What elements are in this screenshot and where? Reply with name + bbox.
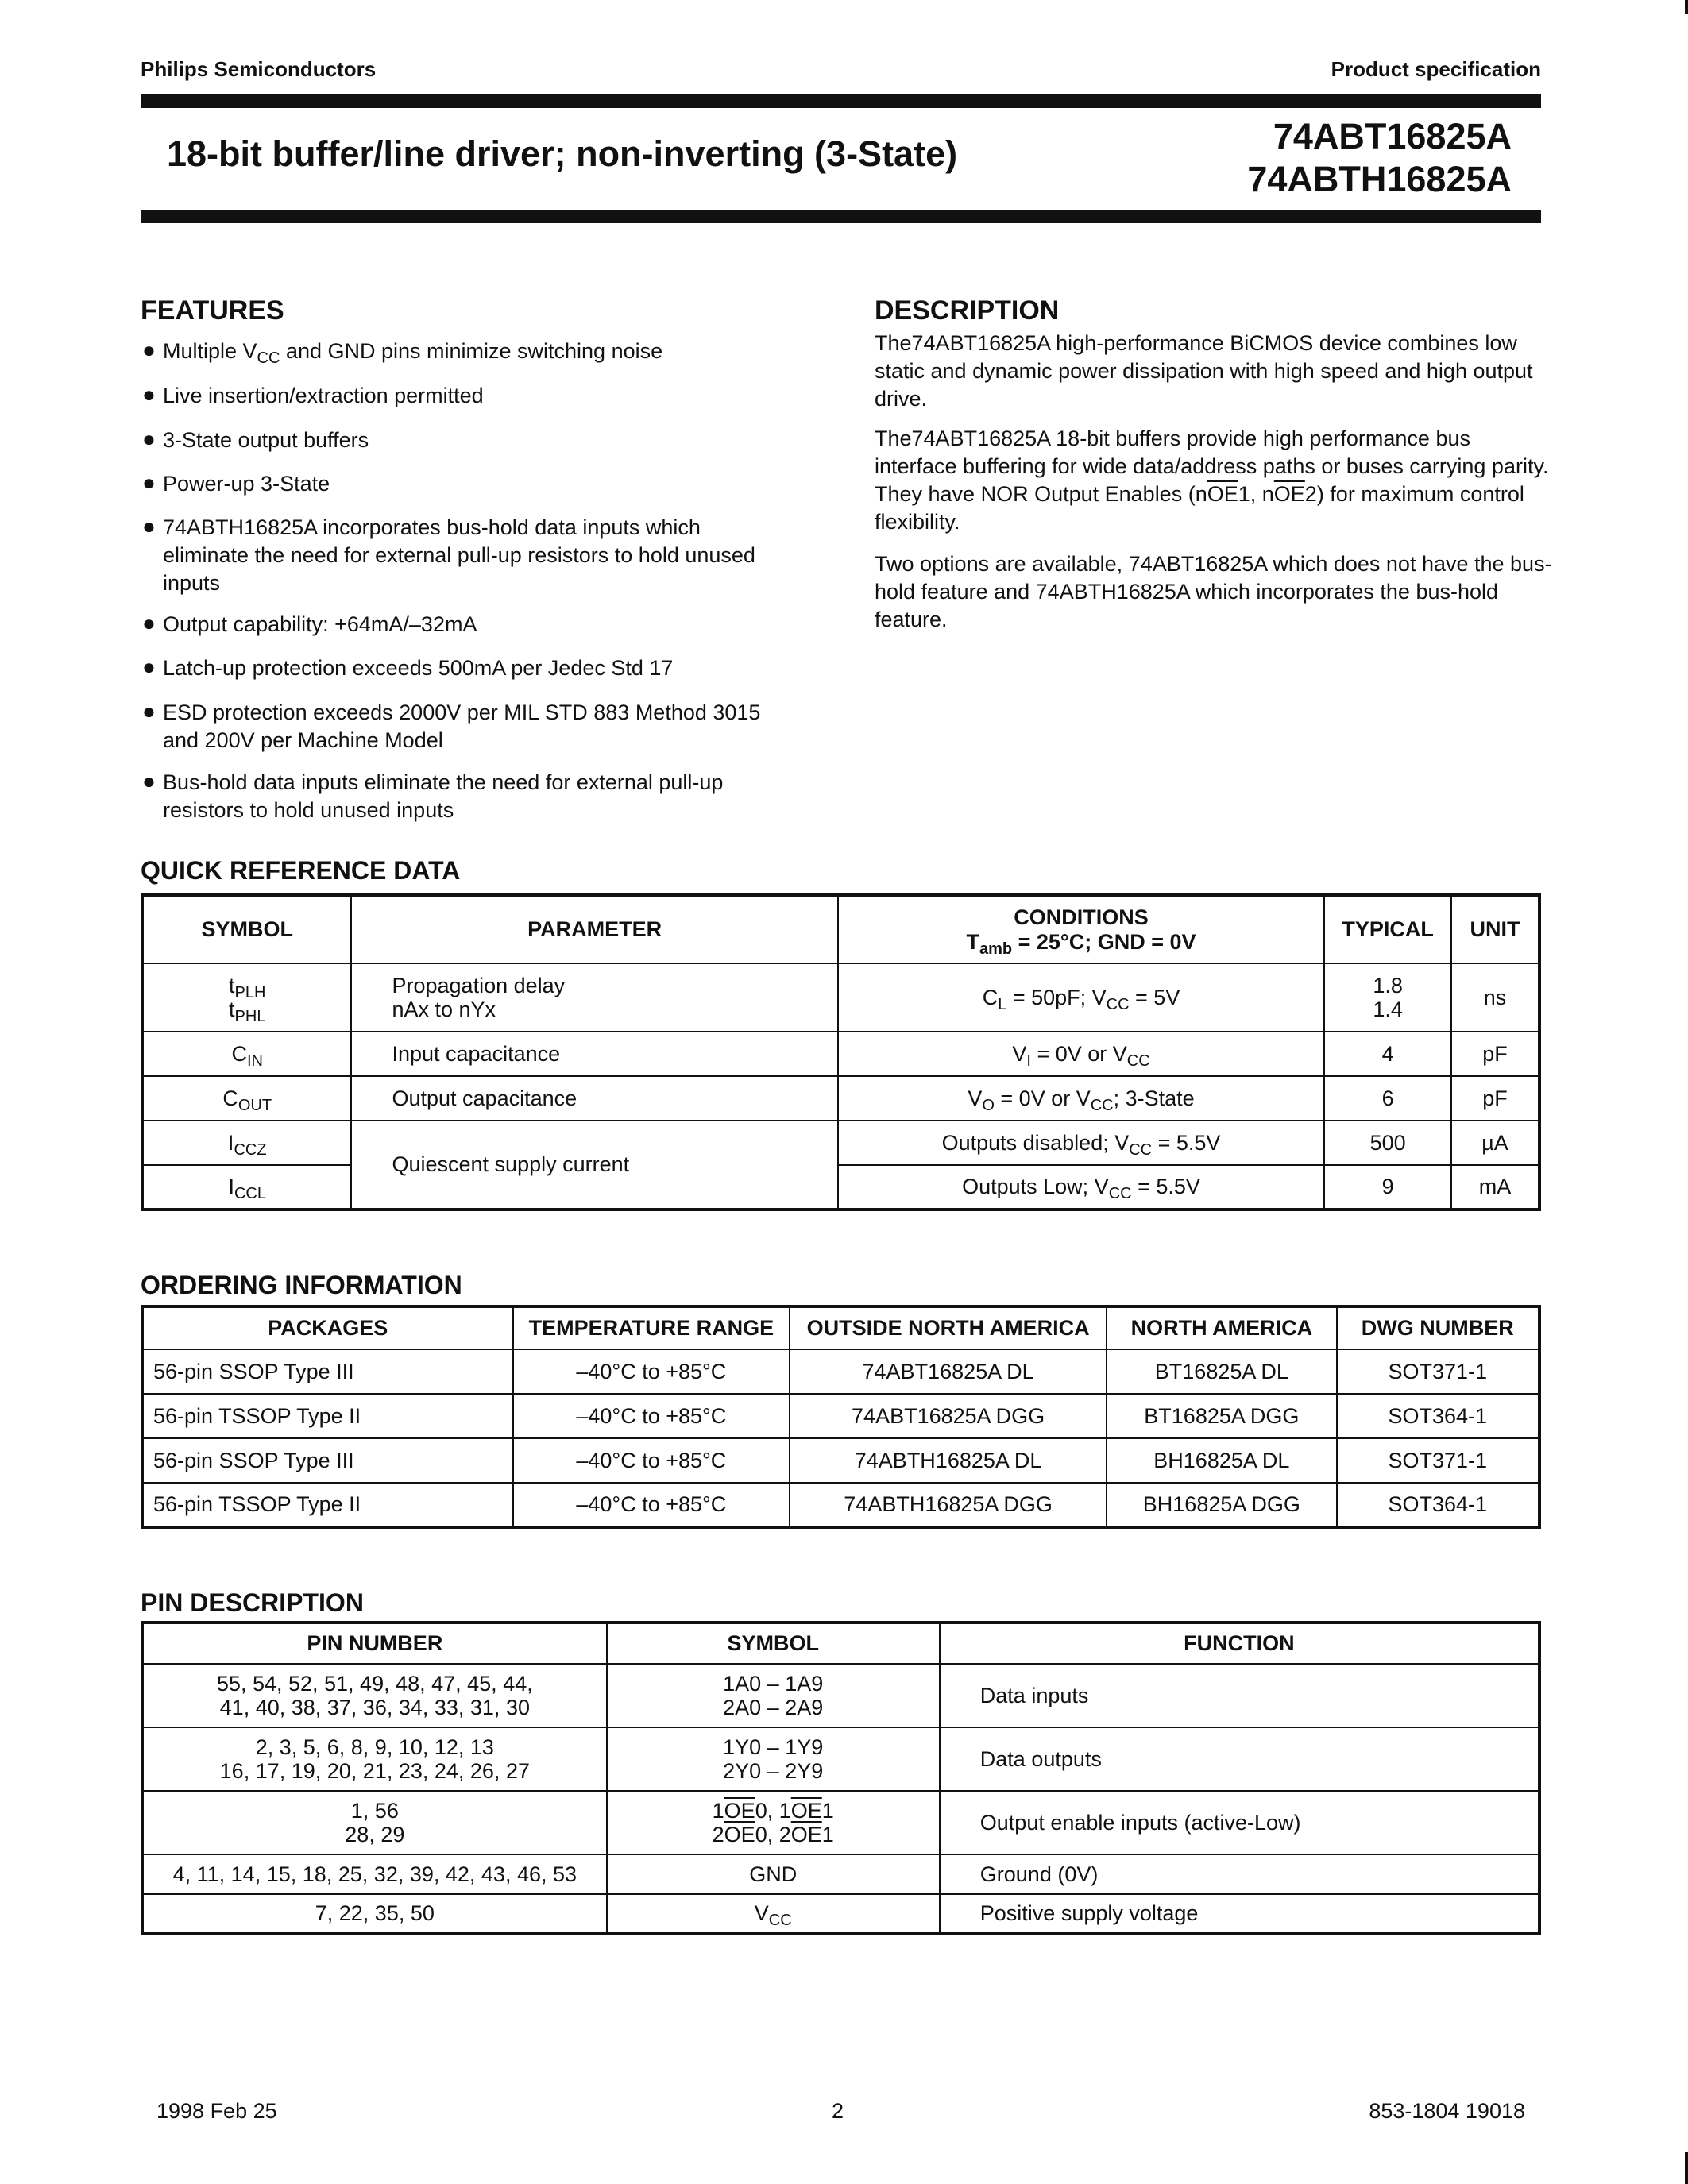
header-outside-north-america: OUTSIDE NORTH AMERICA [790,1306,1107,1349]
header-packages: PACKAGES [142,1306,513,1349]
quick-reference-heading: QUICK REFERENCE DATA [141,856,461,885]
ordering-heading: ORDERING INFORMATION [141,1271,462,1299]
header-conditions: CONDITIONS $T_{amb} = 25^\circ C$; GND = 0V [838,895,1324,963]
description-heading: DESCRIPTION [875,295,1060,326]
table-row: 1, 56 28, 29 $1\overline{OE}0$, $1\overline{OE}1$ $2\overline{OE}0$, $2\overline{OE}1$ Output enable inputs (active-Low) [142,1791,1539,1854]
header-function: FUNCTION [940,1623,1539,1664]
header-parameter: PARAMETER [351,895,837,963]
feature-item: ● ESD protection exceeds 2000V per MIL STD 883 Method 3015 and 200V per Machine Model [142,699,761,752]
header-symbol: SYMBOL [142,895,351,963]
table-row: 7, 22, 35, 50 $V_{CC}$ Positive supply voltage [142,1894,1539,1934]
feature-item: ● Bus-hold data inputs eliminate the need for external pull-up resistors to hold unused inputs [142,769,724,822]
table-row: 56-pin SSOP Type III –40°C to +85°C 74ABT16825A DL BT16825A DL SOT371-1 [142,1349,1539,1394]
description-p2: The74ABT16825A 18-bit buffers provide high performance bus interface buffering for wide data/address paths or buses carrying parity. They have NOR Output Enables ($n\overline{OE}1$, $n\overline{OE}2$) for maximum control flexibility. [875,426,1549,534]
features-heading: FEATURES [141,295,284,326]
header-pin-number: PIN NUMBER [142,1623,607,1664]
page-title: 18-bit buffer/line driver; non-inverting (3-State) [167,133,958,174]
header-unit: UNIT [1451,895,1539,963]
feature-item: ● Power-up 3-State [142,470,330,496]
header-temperature-range: TEMPERATURE RANGE [513,1306,790,1349]
header-symbol: SYMBOL [607,1623,940,1664]
header-north-america: NORTH AMERICA [1107,1306,1336,1349]
feature-item: ● Live insertion/extraction permitted [142,382,484,407]
footer-date: 1998 Feb 25 [156,2099,277,2123]
table-header-row [142,1306,1539,1349]
crop-mark [1685,0,1688,14]
description-p3: Two options are available, 74ABT16825A which does not have the bus-hold feature and 74ABTH16825A which incorporates the bus-hold feature. [875,552,1552,631]
table-header-row [142,895,1539,963]
pin-description-table [141,1621,1541,1935]
table-row: 55, 54, 52, 51, 49, 48, 47, 45, 44, 41, 40, 38, 37, 36, 34, 33, 31, 30 1A0 – 1A9 2A0 – 2A9 Data inputs [142,1664,1539,1727]
feature-item: ● 74ABTH16825A incorporates bus-hold data inputs which eliminate the need for external pull-up resistors to hold unused inputs [142,514,755,595]
doc-type: Product specification [1331,57,1541,81]
pin-description-heading: PIN DESCRIPTION [141,1588,364,1617]
table-row: 2, 3, 5, 6, 8, 9, 10, 12, 13 16, 17, 19, 20, 21, 23, 24, 26, 27 1Y0 – 1Y9 2Y0 – 2Y9 Data outputs [142,1727,1539,1791]
table-header-row [142,1623,1539,1664]
part-number-1: 74ABT16825A [1273,116,1512,156]
header-rule-top [141,94,1541,108]
feature-item: ● Latch-up protection exceeds 500mA per Jedec Std 17 [142,654,674,680]
description-p1: The74ABT16825A high-performance BiCMOS device combines low static and dynamic power dissipation with high speed and high output drive. [875,331,1533,411]
table-row: $t_{PLH}$ $t_{PHL}$ Propagation delay nAx to nYx $C_L = 50pF$; $V_{CC} = 5V$ 1.8 1.4 ns [142,963,1539,1032]
table-row: $I_{CCL}$ Outputs Low; $V_{CC} = 5.5V$ 9 mA [142,1165,1539,1210]
table-row: 56-pin SSOP Type III –40°C to +85°C 74ABTH16825A DL BH16825A DL SOT371-1 [142,1438,1539,1483]
footer-page-number: 2 [832,2099,844,2123]
feature-item: ● Output capability: +64mA/–32mA [142,611,477,636]
feature-item: ● 3-State output buffers [142,426,369,452]
table-row: 56-pin TSSOP Type II –40°C to +85°C 74ABTH16825A DGG BH16825A DGG SOT364-1 [142,1483,1539,1527]
footer-code: 853-1804 19018 [1369,2099,1525,2123]
quick-reference-table [141,893,1541,1211]
table-row: 4, 11, 14, 15, 18, 25, 32, 39, 42, 43, 46, 53 GND Ground (0V) [142,1854,1539,1894]
feature-item: ● Multiple $V_{CC}$ and GND pins minimize switching noise [142,338,663,367]
table-row: $C_{OUT}$ Output capacitance $V_O = 0V$ or $V_{CC}$; 3-State 6 pF [142,1076,1539,1121]
table-row: $I_{CCZ}$ Quiescent supply current Outputs disabled; $V_{CC} = 5.5V$ 500 µA [142,1121,1539,1165]
part-number-2: 74ABTH16825A [1247,159,1512,199]
header-rule-bottom [141,210,1541,223]
company-name: Philips Semiconductors [141,57,377,81]
ordering-table [141,1305,1541,1529]
header-typical: TYPICAL [1324,895,1451,963]
table-row: $C_{IN}$ Input capacitance $V_I = 0V$ or $V_{CC}$ 4 pF [142,1032,1539,1076]
table-row: 56-pin TSSOP Type II –40°C to +85°C 74ABT16825A DGG BT16825A DGG SOT364-1 [142,1394,1539,1438]
crop-mark [1685,2152,1688,2184]
header-dwg-number: DWG NUMBER [1337,1306,1539,1349]
